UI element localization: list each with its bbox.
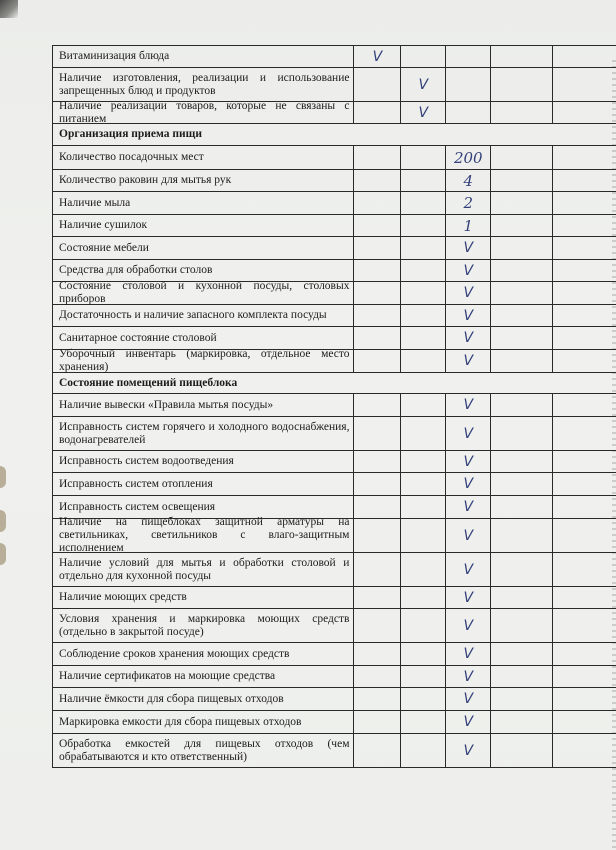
answer-cell <box>553 350 616 372</box>
answer-cell <box>553 587 616 608</box>
handwritten-mark: 200 <box>453 148 483 167</box>
table-row <box>52 46 616 68</box>
answer-cell <box>354 282 401 304</box>
row-label-text: Средства для обработки столов <box>59 264 213 276</box>
binder-hole <box>0 543 6 565</box>
table-row <box>52 516 616 554</box>
answer-cell <box>354 451 401 472</box>
answer-cell <box>446 350 491 372</box>
answer-cell <box>401 643 446 665</box>
handwritten-mark: V <box>463 307 474 324</box>
handwritten-mark: V <box>463 646 474 662</box>
answer-cell <box>446 327 491 349</box>
answer-cell <box>446 68 491 101</box>
row-label-text: Наличие ёмкости для сбора пищевых отходов <box>59 692 284 705</box>
answer-cell <box>354 327 401 349</box>
row-label-text: Наличие вывески «Правила мытья посуды» <box>59 398 274 411</box>
answer-cell <box>553 282 616 304</box>
answer-cell <box>401 350 446 372</box>
table-row <box>52 587 616 609</box>
answer-cell <box>354 473 401 495</box>
handwritten-mark: V <box>463 499 474 515</box>
answer-cell <box>354 192 401 214</box>
row-label-text: Наличие на пищеблоках защитной арматуры на светильниках, светильников с влаго-защитным исполнением <box>59 516 350 554</box>
table-row <box>52 688 616 711</box>
table-row <box>52 146 616 170</box>
row-label-text: Маркировка емкости для сбора пищевых отходов <box>59 715 302 728</box>
row-label <box>53 146 354 169</box>
answer-cell <box>354 519 401 552</box>
row-label <box>53 643 354 665</box>
answer-cell <box>553 260 616 281</box>
answer-cell <box>491 146 553 169</box>
answer-cell <box>553 417 616 450</box>
checklist-table <box>52 45 616 768</box>
answer-cell <box>401 46 446 67</box>
answer-cell <box>401 327 446 349</box>
answer-cell <box>491 473 553 495</box>
table-row <box>52 711 616 734</box>
handwritten-mark: V <box>463 561 474 578</box>
answer-cell <box>401 711 446 733</box>
row-label-text: Наличие изготовления, реализации и использование запрещенных блюд и продуктов <box>59 71 350 97</box>
row-label <box>53 473 354 495</box>
answer-cell <box>401 417 446 450</box>
row-label <box>53 68 354 101</box>
answer-cell <box>354 711 401 733</box>
answer-cell <box>446 496 491 518</box>
row-label <box>53 587 354 608</box>
answer-cell <box>354 305 401 326</box>
answer-cell <box>446 417 491 450</box>
answer-cell <box>446 711 491 733</box>
answer-cell <box>446 666 491 687</box>
answer-cell <box>491 282 553 304</box>
row-label-text: Витаминизация блюда <box>59 50 170 62</box>
handwritten-mark: V <box>463 668 474 685</box>
row-label <box>53 496 354 518</box>
answer-cell <box>553 215 616 236</box>
answer-cell <box>446 282 491 304</box>
section-title <box>53 373 616 393</box>
row-label-text: Условия хранения и маркировка моющих средств (отдельно в закрытой посуде) <box>59 612 350 638</box>
answer-cell <box>354 46 401 67</box>
answer-cell <box>446 587 491 608</box>
answer-cell <box>401 146 446 169</box>
table-row <box>52 734 616 768</box>
row-label-text: Исправность систем водоотведения <box>59 455 234 467</box>
table-row <box>52 99 616 125</box>
answer-cell <box>491 68 553 101</box>
answer-cell <box>354 417 401 450</box>
answer-cell <box>401 587 446 608</box>
answer-cell <box>354 237 401 259</box>
answer-cell <box>401 215 446 236</box>
answer-cell <box>401 260 446 281</box>
row-label-text: Санитарное состояние столовой <box>59 331 217 344</box>
answer-cell <box>446 146 491 169</box>
row-label <box>53 666 354 687</box>
answer-cell <box>446 643 491 665</box>
table-row <box>52 473 616 496</box>
answer-cell <box>354 170 401 191</box>
answer-cell <box>354 666 401 687</box>
handwritten-mark: V <box>463 527 474 544</box>
row-label <box>53 516 354 554</box>
row-label-text: Исправность систем отопления <box>59 477 213 490</box>
answer-cell <box>354 496 401 518</box>
handwritten-mark: 1 <box>463 216 474 235</box>
table-row <box>52 417 616 451</box>
answer-cell <box>553 237 616 259</box>
answer-cell <box>491 327 553 349</box>
answer-cell <box>491 688 553 710</box>
row-label <box>53 609 354 642</box>
row-label <box>53 170 354 191</box>
section-header-row <box>52 124 616 146</box>
answer-cell <box>401 609 446 642</box>
answer-cell <box>553 146 616 169</box>
row-label-text: Наличие реализации товаров, которые не связаны с питанием <box>59 99 350 125</box>
handwritten-mark: V <box>463 285 474 301</box>
row-label <box>53 327 354 349</box>
answer-cell <box>446 451 491 472</box>
row-label <box>53 711 354 733</box>
answer-cell <box>491 643 553 665</box>
row-label-text: Состояние столовой и кухонной посуды, столовых приборов <box>59 280 350 305</box>
answer-cell <box>354 68 401 101</box>
table-row <box>52 170 616 192</box>
row-label <box>53 553 354 586</box>
table-row <box>52 327 616 350</box>
answer-cell <box>401 102 446 123</box>
answer-cell <box>446 394 491 416</box>
handwritten-mark: V <box>463 353 474 369</box>
handwritten-mark: V <box>463 742 474 759</box>
table-row <box>52 643 616 666</box>
answer-cell <box>446 170 491 191</box>
row-label-text: Наличие моющих средств <box>59 591 187 603</box>
answer-cell <box>401 451 446 472</box>
answer-cell <box>446 46 491 67</box>
answer-cell <box>491 305 553 326</box>
row-label <box>53 394 354 416</box>
table-row <box>52 451 616 473</box>
table-row <box>52 68 616 102</box>
answer-cell <box>553 451 616 472</box>
table-row <box>52 553 616 587</box>
table-row <box>52 305 616 327</box>
answer-cell <box>354 587 401 608</box>
answer-cell <box>446 473 491 495</box>
answer-cell <box>401 553 446 586</box>
answer-cell <box>491 237 553 259</box>
row-label <box>53 688 354 710</box>
answer-cell <box>401 496 446 518</box>
row-label <box>53 46 354 67</box>
answer-cell <box>553 46 616 67</box>
answer-cell <box>491 587 553 608</box>
answer-cell <box>401 282 446 304</box>
answer-cell <box>401 473 446 495</box>
answer-cell <box>354 734 401 767</box>
answer-cell <box>401 394 446 416</box>
answer-cell <box>491 553 553 586</box>
answer-cell <box>401 688 446 710</box>
row-label-text: Состояние мебели <box>59 241 149 254</box>
answer-cell <box>553 394 616 416</box>
row-label <box>53 237 354 259</box>
row-label-text: Достаточность и наличие запасного комплекта посуды <box>59 309 327 321</box>
answer-cell <box>553 666 616 687</box>
answer-cell <box>491 711 553 733</box>
table-row <box>52 260 616 282</box>
answer-cell <box>401 237 446 259</box>
answer-cell <box>401 170 446 191</box>
row-label-text: Исправность систем горячего и холодного водоснабжения, водонагревателей <box>59 420 350 446</box>
row-label <box>53 282 354 304</box>
row-label-text: Наличие мыла <box>59 196 131 209</box>
row-label-text: Количество посадочных мест <box>59 151 204 163</box>
row-label <box>53 192 354 214</box>
answer-cell <box>401 192 446 214</box>
answer-cell <box>491 46 553 67</box>
section-header-row <box>52 373 616 394</box>
row-label-text: Наличие сушилок <box>59 219 148 231</box>
answer-cell <box>553 688 616 710</box>
answer-cell <box>401 519 446 552</box>
answer-cell <box>446 237 491 259</box>
answer-cell <box>491 215 553 236</box>
table-row <box>52 282 616 305</box>
handwritten-mark: V <box>463 617 474 634</box>
handwritten-mark: V <box>372 48 383 65</box>
handwritten-mark: V <box>463 453 474 470</box>
row-label <box>53 734 354 767</box>
row-label <box>53 417 354 450</box>
answer-cell <box>354 102 401 123</box>
answer-cell <box>553 327 616 349</box>
answer-cell <box>553 643 616 665</box>
answer-cell <box>401 666 446 687</box>
answer-cell <box>446 688 491 710</box>
row-label-text: Количество раковин для мытья рук <box>59 174 232 186</box>
row-label-text: Уборочный инвентарь (маркировка, отдельное место хранения) <box>59 348 350 373</box>
handwritten-mark: 4 <box>463 171 474 190</box>
answer-cell <box>354 643 401 665</box>
row-label <box>53 215 354 236</box>
row-label-text: Обработка емкостей для пищевых отходов (чем обрабатываются и кто ответственный) <box>59 737 350 763</box>
answer-cell <box>553 305 616 326</box>
answer-cell <box>354 609 401 642</box>
answer-cell <box>446 553 491 586</box>
answer-cell <box>491 496 553 518</box>
answer-cell <box>354 215 401 236</box>
answer-cell <box>446 215 491 236</box>
row-label-text: Состояние помещений пищеблока <box>59 376 238 389</box>
answer-cell <box>553 102 616 123</box>
handwritten-mark: V <box>463 589 474 606</box>
handwritten-mark: V <box>463 262 474 279</box>
answer-cell <box>491 394 553 416</box>
answer-cell <box>446 609 491 642</box>
answer-cell <box>491 170 553 191</box>
handwritten-mark: V <box>463 425 474 442</box>
answer-cell <box>354 394 401 416</box>
answer-cell <box>446 519 491 552</box>
row-label-text: Исправность систем освещения <box>59 500 216 513</box>
answer-cell <box>354 260 401 281</box>
handwritten-mark: 2 <box>463 194 474 212</box>
answer-cell <box>446 192 491 214</box>
answer-cell <box>491 192 553 214</box>
binder-hole <box>0 466 6 488</box>
row-label-text: Наличие условий для мытья и обработки столовой и отдельно для кухонной посуды <box>59 556 350 582</box>
answer-cell <box>491 417 553 450</box>
section-title <box>53 124 616 145</box>
answer-cell <box>553 496 616 518</box>
answer-cell <box>553 711 616 733</box>
answer-cell <box>491 666 553 687</box>
answer-cell <box>491 102 553 123</box>
row-label <box>53 350 354 372</box>
table-row <box>52 350 616 373</box>
answer-cell <box>553 170 616 191</box>
handwritten-mark: V <box>463 691 474 707</box>
row-label <box>53 305 354 326</box>
row-label <box>53 451 354 472</box>
answer-cell <box>354 350 401 372</box>
table-row <box>52 666 616 688</box>
answer-cell <box>491 734 553 767</box>
table-row <box>52 192 616 215</box>
answer-cell <box>553 734 616 767</box>
answer-cell <box>491 609 553 642</box>
handwritten-mark: V <box>463 476 474 492</box>
row-label-text: Наличие сертификатов на моющие средства <box>59 670 276 682</box>
answer-cell <box>553 192 616 214</box>
table-row <box>52 394 616 417</box>
answer-cell <box>446 260 491 281</box>
table-row <box>52 215 616 237</box>
answer-cell <box>446 102 491 123</box>
handwritten-mark: V <box>418 104 429 121</box>
answer-cell <box>446 734 491 767</box>
answer-cell <box>553 68 616 101</box>
answer-cell <box>446 305 491 326</box>
answer-cell <box>553 609 616 642</box>
answer-cell <box>401 734 446 767</box>
table-row <box>52 609 616 643</box>
answer-cell <box>491 519 553 552</box>
handwritten-mark: V <box>463 397 474 413</box>
table-row <box>52 237 616 260</box>
handwritten-mark: V <box>463 330 474 346</box>
answer-cell <box>354 146 401 169</box>
answer-cell <box>553 473 616 495</box>
row-label-text: Соблюдение сроков хранения моющих средств <box>59 647 290 660</box>
answer-cell <box>354 688 401 710</box>
answer-cell <box>553 519 616 552</box>
answer-cell <box>401 305 446 326</box>
handwritten-mark: V <box>418 76 429 93</box>
scan-corner-shadow <box>0 0 18 18</box>
answer-cell <box>354 553 401 586</box>
handwritten-mark: V <box>463 714 474 730</box>
answer-cell <box>401 68 446 101</box>
row-label <box>53 260 354 281</box>
answer-cell <box>491 260 553 281</box>
binder-hole <box>0 510 6 532</box>
row-label <box>53 99 354 125</box>
answer-cell <box>553 553 616 586</box>
answer-cell <box>491 350 553 372</box>
handwritten-mark: V <box>463 240 474 256</box>
answer-cell <box>491 451 553 472</box>
row-label-text: Организация приема пищи <box>59 128 203 140</box>
